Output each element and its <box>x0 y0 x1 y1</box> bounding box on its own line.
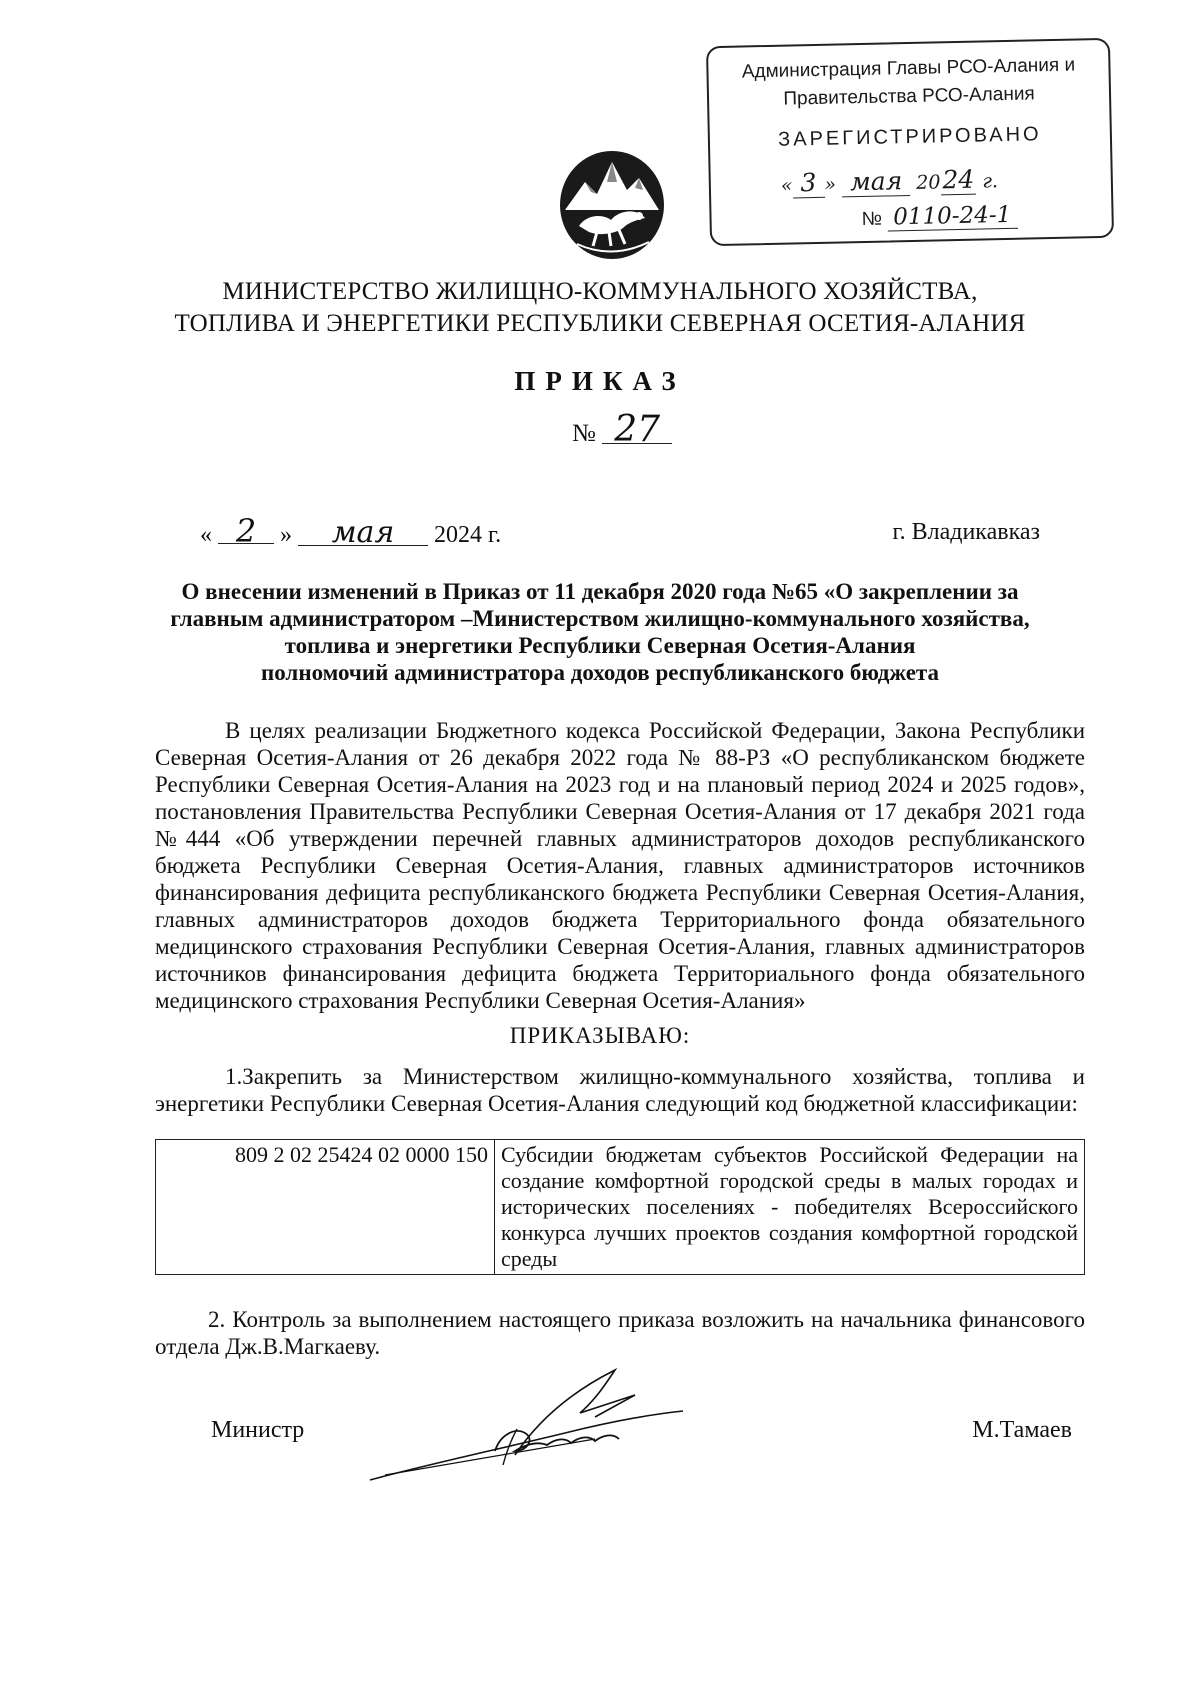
signatory-name: М.Тамаев <box>972 1417 1072 1443</box>
ministry-line-1: МИНИСТЕРСТВО ЖИЛИЩНО-КОММУНАЛЬНОГО ХОЗЯЙСТВА, <box>222 278 978 305</box>
date-open-quote: « <box>200 522 212 548</box>
order-city: г. Владикавказ <box>892 519 1040 545</box>
stamp-date-close: » <box>824 173 837 196</box>
stamp-date-month: мая <box>842 166 911 197</box>
subject-line-3: топлива и энергетики Республики Северная Осетия-Алания <box>284 633 916 658</box>
orders-heading: ПРИКАЗЫВАЮ: <box>509 1023 691 1048</box>
subject-line-2: главным администратором –Министерством жилищно-коммунального хозяйства, <box>170 606 1030 631</box>
budget-code-cell: 809 2 02 25424 02 0000 150 <box>156 1140 495 1275</box>
budget-classification-table <box>155 1139 1085 1275</box>
order-number-value: 27 <box>602 417 672 444</box>
order-number-label: № <box>572 420 596 447</box>
item-2-paragraph: 2. Контроль за выполнением настоящего приказа возложить на начальника финансового отдела Дж.В.Магкаеву. <box>155 1307 1085 1359</box>
table-row <box>156 1140 1085 1275</box>
stamp-date <box>781 164 999 199</box>
ministry-line-2: ТОПЛИВА И ЭНЕРГЕТИКИ РЕСПУБЛИКИ СЕВЕРНАЯ ОСЕТИЯ-АЛАНИЯ <box>174 310 1026 337</box>
preamble-paragraph: В целях реализации Бюджетного кодекса Российской Федерации, Закона Республики Северная Осетия-Алания от 26 декабря 2022 года № 88-РЗ «О республиканском бюджете Республики Северная Осетия-Алания на 2023 год и на плановый период 2024 и 2025 годов», постановления Правительства Республики Северная Осетия-Алания от 17 декабря 2021 года №444 «Об утверждении перечней главных администраторов доходов республиканского бюджета Республики Северная Осетия-Алания, главных администраторов источников финансирования дефицита республиканского бюджета Республики Северная Осетия-Алания, главных администраторов доходов бюджета Территориального фонда обязательного медицинского страхования Республики Северная Осетия-Алания, главных администраторов источников финансирования дефицита бюджета Территориального фонда обязательного медицинского страхования Республики Северная Осетия-Алания» <box>155 718 1085 1013</box>
subject-line-4: полномочий администратора доходов республиканского бюджета <box>260 660 939 685</box>
order-date <box>200 512 502 550</box>
item-1-paragraph: 1.Закрепить за Министерством жилищно-коммунального хозяйства, топлива и энергетики Республики Северная Осетия-Алания следующий код бюджетной классификации: <box>155 1064 1085 1116</box>
stamp-year-prefix: 20 <box>916 171 941 194</box>
date-day: 2 <box>218 519 274 544</box>
date-close-quote: » <box>280 522 292 548</box>
stamp-date-suffix: г. <box>982 170 999 193</box>
stamp-line-2: Правительства РСО-Алания <box>783 83 1035 110</box>
signatory-position: Министр <box>211 1417 305 1443</box>
stamp-date-open: « <box>780 174 793 197</box>
order-subject <box>100 578 1100 686</box>
stamp-registered: ЗАРЕГИСТРИРОВАНО <box>777 123 1042 151</box>
date-month: мая <box>298 521 428 546</box>
order-number <box>572 409 672 450</box>
stamp-line-1: Администрация Главы РСО-Алания и <box>741 54 1076 83</box>
stamp-year-handwritten: 24 <box>940 165 976 196</box>
ministry-name <box>100 276 1100 340</box>
subject-line-1: О внесении изменений в Приказ от 11 декабря 2020 года №65 «О закреплении за <box>181 579 1019 604</box>
stamp-number-label: № <box>861 208 883 231</box>
date-year: 2024 г. <box>434 522 502 548</box>
budget-description-cell: Субсидии бюджетам субъектов Российской Федерации на создание комфортной городской среды в малых городах и исторических поселениях - победителях Всероссийского конкурса лучших проектов создания комфортной городской среды <box>495 1140 1085 1275</box>
stamp-number-value: 0110-24-1 <box>887 202 1018 232</box>
handwritten-signature <box>365 1355 695 1495</box>
registration-stamp <box>706 38 1114 246</box>
stamp-date-day: 3 <box>792 168 825 199</box>
coat-of-arms-icon <box>557 148 667 263</box>
order-title: ПРИКАЗ <box>514 366 686 396</box>
stamp-number <box>861 202 1017 231</box>
